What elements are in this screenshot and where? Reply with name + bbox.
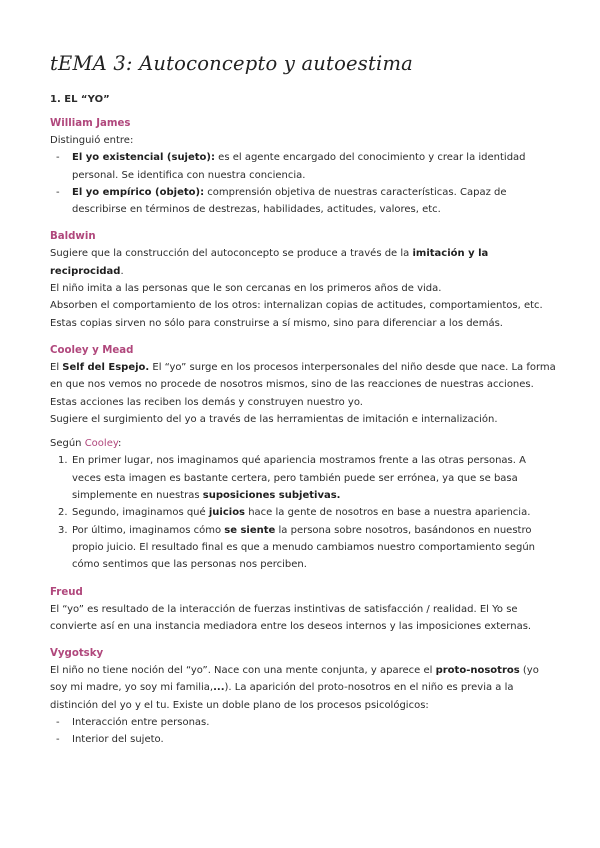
numbered-list <box>50 452 556 573</box>
list-item: 1. En primer lugar, nos imaginamos qué apariencia mostramos frente a las otras personas. A veces esta imagen es bastante certera, pero también puede ser errónea, ya que se basa simplemente en nuestras suposiciones subjetivas. <box>58 455 526 502</box>
author-heading: Vygotsky <box>50 648 104 660</box>
list-item: - El yo empírico (objeto): comprensión objetiva de nuestras características. Capaz de describirse en términos de destrezas, habilidades, actitudes, valores, etc. <box>50 184 556 219</box>
paragraph: El “yo” es resultado de la interacción de fuerzas instintivas de satisfacción / realidad. El Yo se convierte así en una instancia mediadora entre los deseos internos y las imposiciones externas. <box>50 603 532 632</box>
list-item: - El yo existencial (sujeto): es el agente encargado del conocimiento y crear la identidad personal. Se identifica con nuestra conciencia. <box>50 149 556 184</box>
list-item: - Interior del sujeto. <box>50 731 556 748</box>
page-title: tEMA 3: Autoconcepto y autoestima <box>50 52 413 75</box>
paragraph: Según Cooley: <box>50 438 122 450</box>
paragraph: El niño imita a las personas que le son cercanas en los primeros años de vida. <box>50 283 442 295</box>
paragraph: Distinguió entre: <box>50 135 134 146</box>
author-heading: Cooley y Mead <box>50 344 134 356</box>
list-item: - Interacción entre personas. <box>50 714 556 731</box>
paragraph: Estas acciones las reciben los demás y construyen nuestro yo. <box>50 396 363 408</box>
dash-list <box>50 149 556 218</box>
list-item: 2. Segundo, imaginamos qué juicios hace la gente de nosotros en base a nuestra apariencia. <box>58 507 531 519</box>
author-heading: William James <box>50 118 131 129</box>
paragraph: El Self del Espejo. El “yo” surge en los procesos interpersonales del niño desde que nace. La forma en que nos vemos no procede de nosotros mismos, sino de las reacciones de nuestras acciones. <box>50 361 556 391</box>
section-william-james <box>50 115 556 218</box>
section-cooley-mead <box>50 342 556 574</box>
section-freud <box>50 584 556 636</box>
author-heading: Freud <box>50 586 83 598</box>
section-vygotsky <box>50 645 556 748</box>
section-baldwin <box>50 228 556 331</box>
dash-list <box>50 714 556 749</box>
paragraph: Sugiere el surgimiento del yo a través de las herramientas de imitación e internalización. <box>50 413 498 425</box>
author-heading: Baldwin <box>50 231 96 243</box>
paragraph: Estas copias sirven no sólo para construirse a sí mismo, sino para diferenciar a los demás. <box>50 317 503 329</box>
paragraph: El niño no tiene noción del “yo”. Nace con una mente conjunta, y aparece el proto-nosotros (yo soy mi madre, yo soy mi familia,...). La aparición del proto-nosotros en el niño es previa a la distinción del yo y el tu. Existe un doble plano de los procesos psicológicos: <box>50 665 539 711</box>
section-heading: 1. EL “YO” <box>50 94 110 105</box>
document-page <box>50 50 556 749</box>
paragraph: Sugiere que la construcción del autoconcepto se produce a través de la imitación y la reciprocidad. <box>50 248 489 277</box>
list-item: 3. Por último, imaginamos cómo se siente la persona sobre nosotros, basándonos en nuestro propio juicio. El resultado final es que a menudo cambiamos nuestro comportamiento según cómo sentimos que las personas nos perciben. <box>58 524 536 571</box>
paragraph: Absorben el comportamiento de los otros: internalizan copias de actitudes, comportamientos, etc. <box>50 300 543 312</box>
